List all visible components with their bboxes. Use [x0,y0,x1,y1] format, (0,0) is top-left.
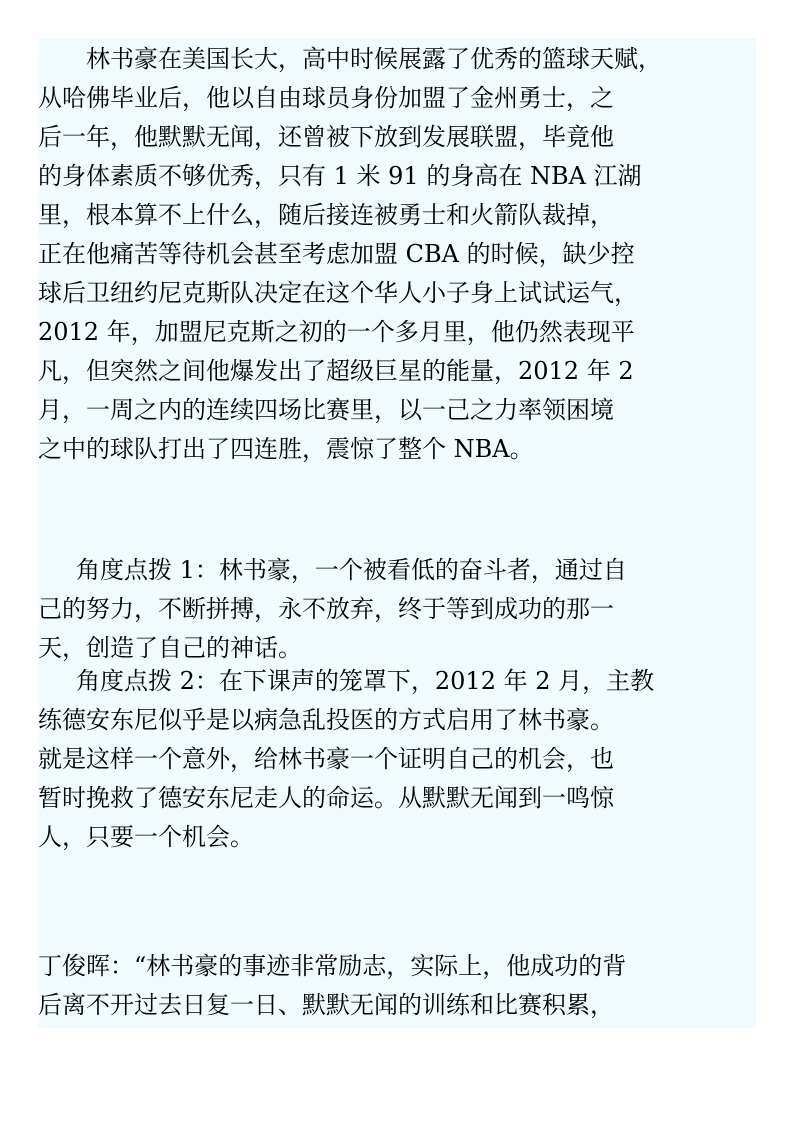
paragraph-lin-shuhao-story: 林书豪在美国长大，高中时候展露了优秀的篮球天赋， 从哈佛毕业后，他以自由球员身份加盟了金州勇士，之 后一年，他默默无闻，还曾被下放到发展联盟，毕竟他 的身体素质不够优秀，只有 1 米 91 的身高在 NBA 江湖 里，根本算不上什么，随后接连被勇士和火箭队裁掉， 正在他痛苦等待机会甚至考虑加盟 CBA 的时候，缺少控 球后卫纽约尼克斯队决定在这个华人小子身上试试运气， 2012 年，加盟尼克斯之初的一个多月里，他仍然表现平 凡，但突然之间他爆发出了超级巨星的能量，2012 年 2 月，一周之内的连续四场比赛里，以一己之力率领困境 之中的球队打出了四连胜，震惊了整个 NBA。 [38,45,662,463]
paragraph-angle-hint-2: 角度点拨 2：在下课声的笼罩下，2012 年 2 月，主教 练德安东尼似乎是以病急乱投医的方式启用了林书豪。 就是这样一个意外，给林书豪一个证明自己的机会，也 暂时挽救了德安东尼走人的命运。从默默无闻到一鸣惊 人，只要一个机会。 [38,667,655,851]
document-page [38,38,756,1028]
paragraph-angle-hint-1: 角度点拨 1：林书豪，一个被看低的奋斗者，通过自 己的努力，不断拼搏，永不放弃，终于等到成功的那一 天，创造了自己的神话。 [38,556,627,662]
paragraph-ding-junhui-quote: 丁俊晖：“林书豪的事迹非常励志，实际上，他成功的背 后离不开过去日复一日、默默无闻的训练和比赛积累， [38,952,627,1019]
